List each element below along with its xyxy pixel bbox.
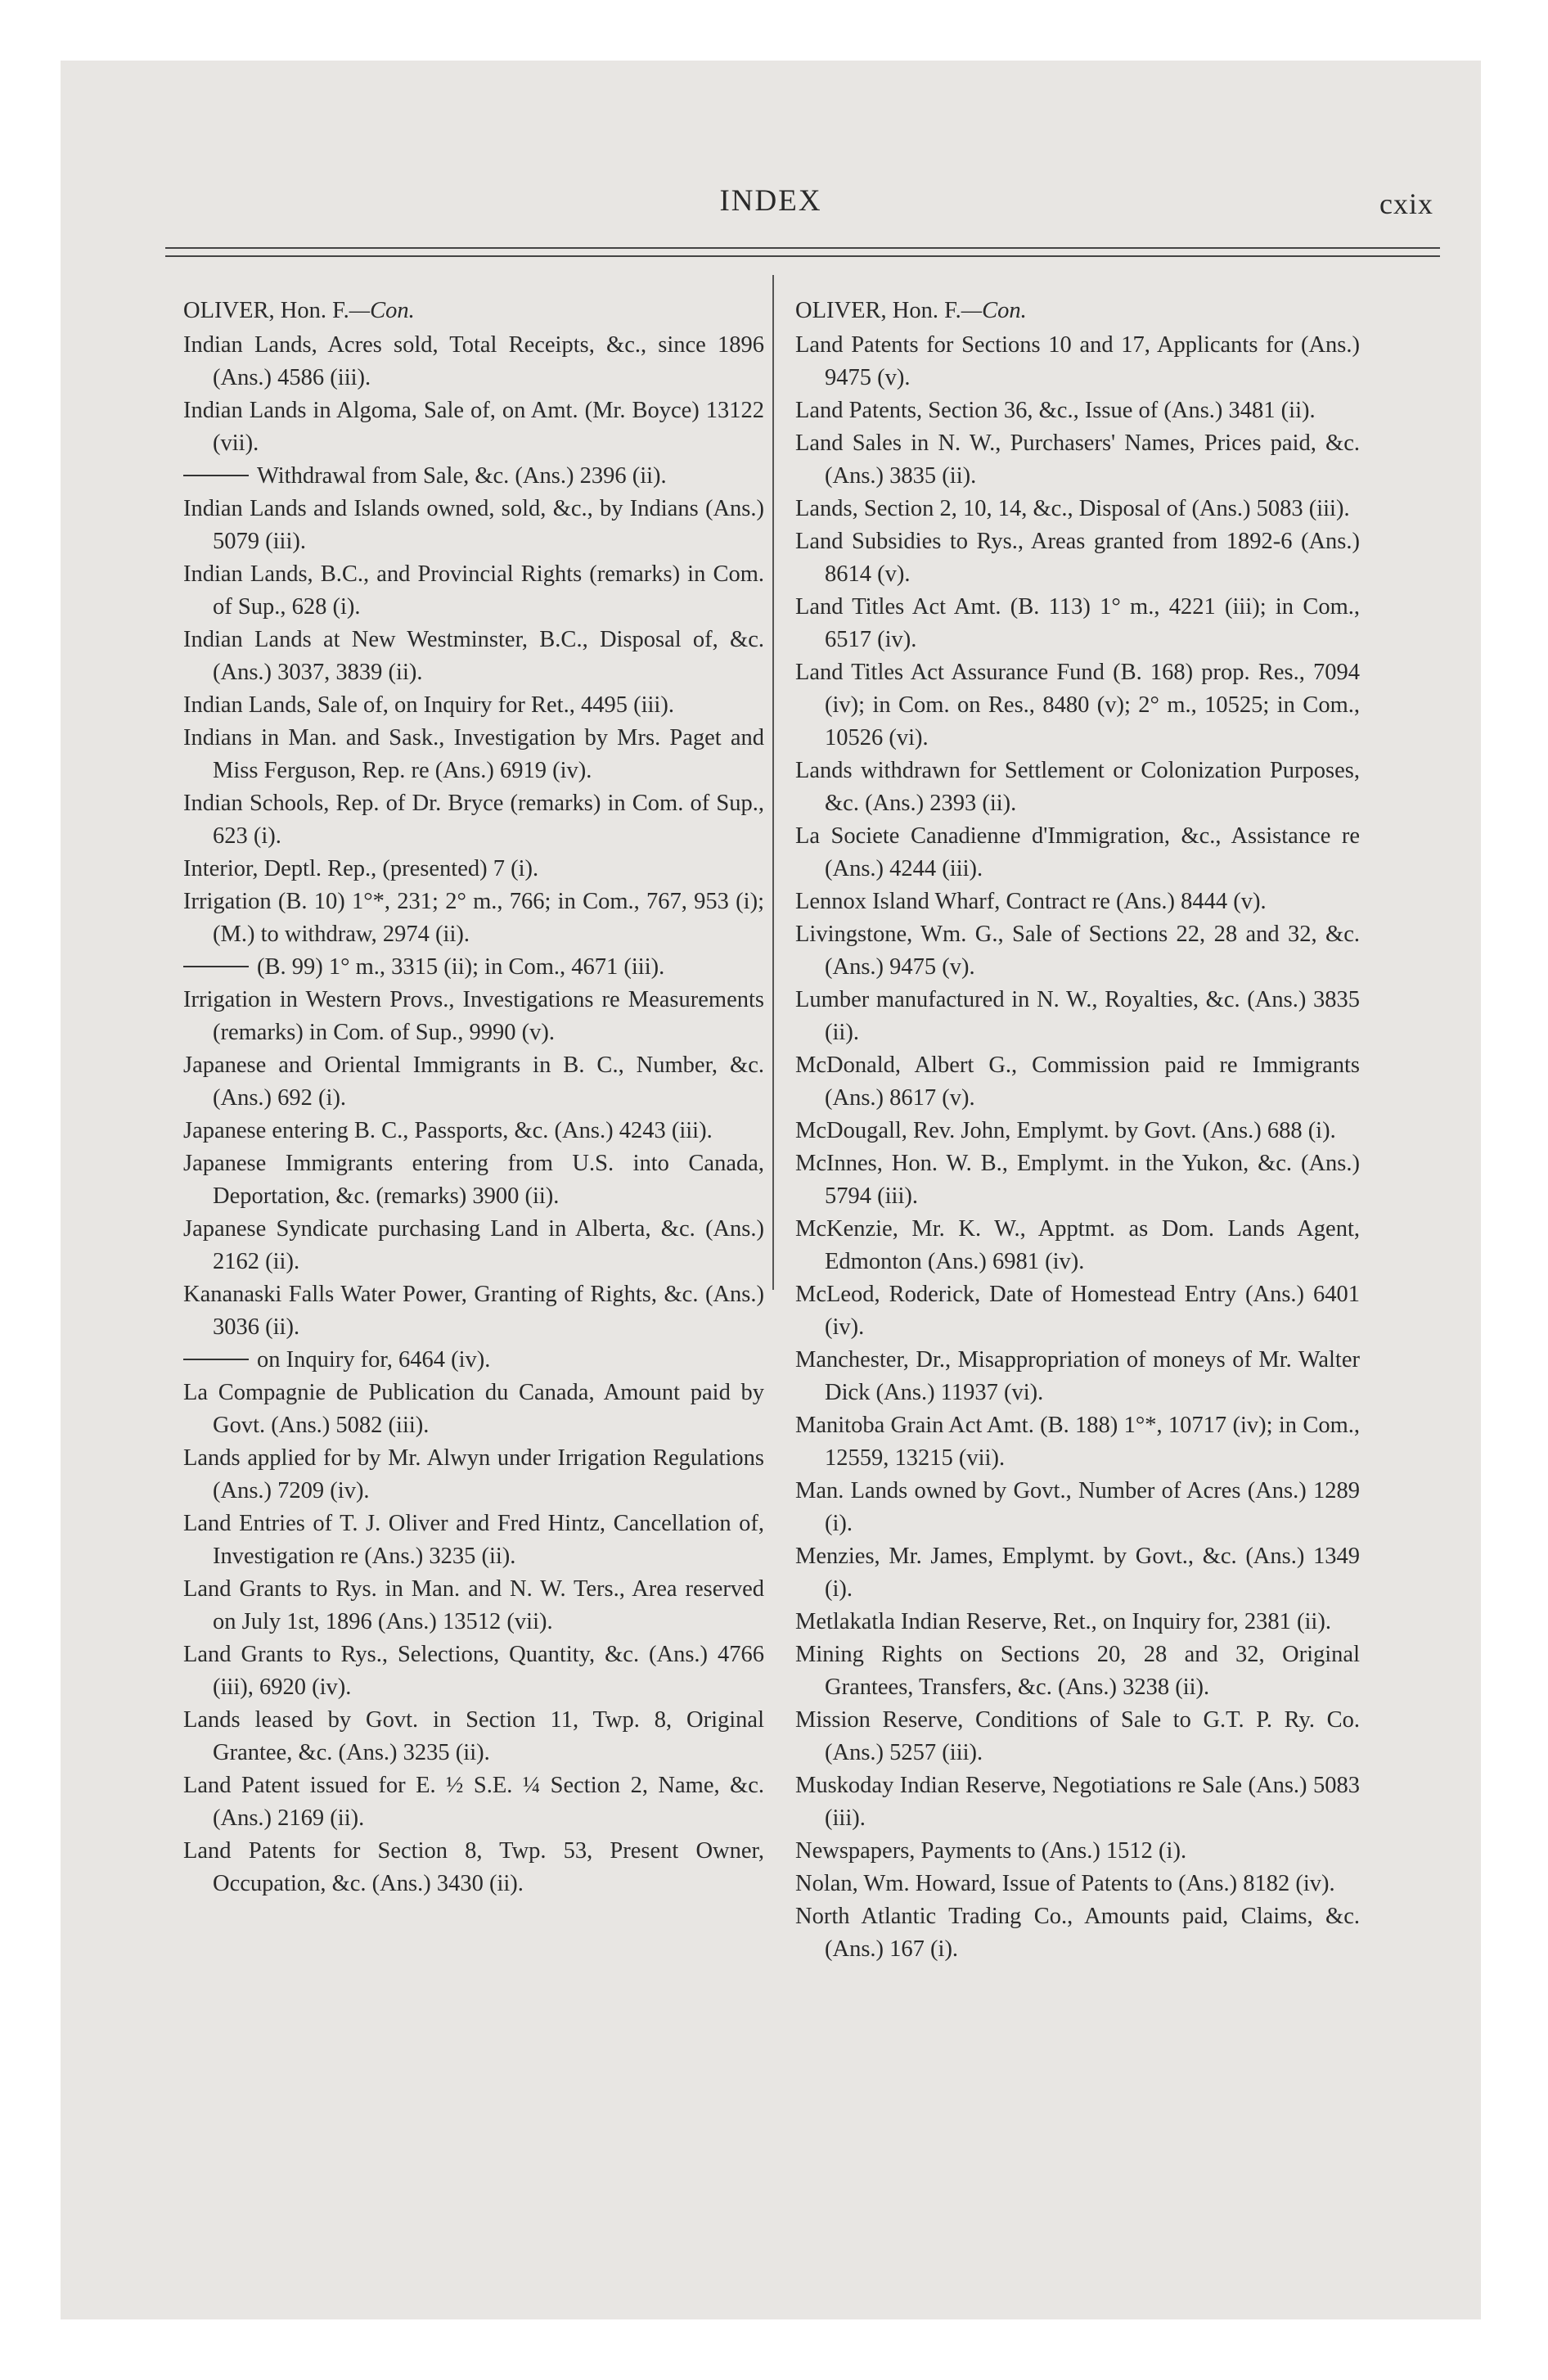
index-entry: Land Patents for Section 8, Twp. 53, Present Owner, Occupation, &c. (Ans.) 3430 (ii). bbox=[183, 1838, 764, 1896]
index-entry: Lennox Island Wharf, Contract re (Ans.) 8444 (v). bbox=[795, 889, 1267, 914]
index-entry: Interior, Deptl. Rep., (presented) 7 (i). bbox=[183, 856, 539, 881]
heading-name: OLIVER, Hon. F. bbox=[183, 298, 349, 323]
index-entry: Japanese Immigrants entering from U.S. into Canada, Deportation, &c. (remarks) 3900 (ii). bbox=[183, 1151, 764, 1209]
index-entry: Land Patents, Section 36, &c., Issue of (Ans.) 3481 (ii). bbox=[795, 398, 1316, 423]
index-entry: Japanese and Oriental Immigrants in B. C., Number, &c. (Ans.) 692 (i). bbox=[183, 1053, 764, 1111]
index-entry: McKenzie, Mr. K. W., Apptmt. as Dom. Lands Agent, Edmonton (Ans.) 6981 (iv). bbox=[795, 1216, 1360, 1274]
index-entry: North Atlantic Trading Co., Amounts paid, Claims, &c. (Ans.) 167 (i). bbox=[795, 1904, 1360, 1962]
header-rule-top bbox=[165, 247, 1440, 249]
running-head bbox=[61, 183, 1481, 232]
heading-continued: —Con. bbox=[961, 298, 1027, 323]
index-entry: Japanese Syndicate purchasing Land in Alberta, &c. (Ans.) 2162 (ii). bbox=[183, 1216, 764, 1274]
index-entry: Mining Rights on Sections 20, 28 and 32, Original Grantees, Transfers, &c. (Ans.) 3238 (ii). bbox=[795, 1642, 1360, 1700]
index-entry: Mission Reserve, Conditions of Sale to G.T. P. Ry. Co. (Ans.) 5257 (iii). bbox=[795, 1707, 1360, 1765]
page-title: INDEX bbox=[719, 184, 822, 218]
index-entry: Indian Lands and Islands owned, sold, &c., by Indians (Ans.) 5079 (iii). bbox=[183, 496, 764, 554]
heading-name: OLIVER, Hon. F. bbox=[795, 298, 961, 323]
right-column bbox=[795, 295, 1360, 1966]
index-entry: Indian Lands, Acres sold, Total Receipts, &c., since 1896 (Ans.) 4586 (iii). bbox=[183, 332, 764, 390]
index-entry: Lands withdrawn for Settlement or Colonization Purposes, &c. (Ans.) 2393 (ii). bbox=[795, 758, 1360, 816]
index-entry: Indians in Man. and Sask., Investigation by Mrs. Paget and Miss Ferguson, Rep. re (Ans.) 6919 (iv). bbox=[183, 725, 764, 783]
index-entry: Nolan, Wm. Howard, Issue of Patents to (Ans.) 8182 (iv). bbox=[795, 1871, 1335, 1896]
index-entry: Manitoba Grain Act Amt. (B. 188) 1°*, 10717 (iv); in Com., 12559, 13215 (vii). bbox=[795, 1413, 1360, 1471]
index-entry: Lands applied for by Mr. Alwyn under Irrigation Regulations (Ans.) 7209 (iv). bbox=[183, 1445, 764, 1503]
index-entry: Lumber manufactured in N. W., Royalties, &c. (Ans.) 3835 (ii). bbox=[795, 987, 1360, 1045]
index-entry: Land Subsidies to Rys., Areas granted from 1892-6 (Ans.) 8614 (v). bbox=[795, 529, 1360, 587]
index-entry: Indian Schools, Rep. of Dr. Bryce (remarks) in Com. of Sup., 623 (i). bbox=[183, 791, 764, 849]
index-entry: Land Grants to Rys. in Man. and N. W. Ters., Area reserved on July 1st, 1896 (Ans.) 13512 (vii). bbox=[183, 1576, 764, 1634]
index-subentry: (B. 99) 1° m., 3315 (ii); in Com., 4671 (iii). bbox=[183, 951, 764, 984]
index-subentry: on Inquiry for, 6464 (iv). bbox=[183, 1344, 764, 1377]
page-number: cxix bbox=[1379, 187, 1433, 220]
index-entry: Indian Lands at New Westminster, B.C., Disposal of, &c. (Ans.) 3037, 3839 (ii). bbox=[183, 627, 764, 685]
left-column bbox=[183, 295, 764, 1900]
ditto-dash bbox=[183, 966, 249, 967]
header-rule-bottom bbox=[165, 255, 1440, 257]
index-entry: McLeod, Roderick, Date of Homestead Entry (Ans.) 6401 (iv). bbox=[795, 1282, 1360, 1340]
scanned-page bbox=[61, 61, 1481, 2319]
index-entry: Newspapers, Payments to (Ans.) 1512 (i). bbox=[795, 1838, 1187, 1864]
index-entry: Lands leased by Govt. in Section 11, Twp. 8, Original Grantee, &c. (Ans.) 3235 (ii). bbox=[183, 1707, 764, 1765]
index-entry: Menzies, Mr. James, Emplymt. by Govt., &c. (Ans.) 1349 (i). bbox=[795, 1544, 1360, 1602]
index-entry: McDonald, Albert G., Commission paid re Immigrants (Ans.) 8617 (v). bbox=[795, 1053, 1360, 1111]
index-entry: Indian Lands in Algoma, Sale of, on Amt. (Mr. Boyce) 13122 (vii). bbox=[183, 398, 764, 456]
index-entry: La Compagnie de Publication du Canada, Amount paid by Govt. (Ans.) 5082 (iii). bbox=[183, 1380, 764, 1438]
index-entry: Man. Lands owned by Govt., Number of Acres (Ans.) 1289 (i). bbox=[795, 1478, 1360, 1536]
column-divider bbox=[772, 275, 774, 1290]
index-entry: Land Patent issued for E. ½ S.E. ¼ Section 2, Name, &c. (Ans.) 2169 (ii). bbox=[183, 1773, 764, 1831]
heading-continued: —Con. bbox=[349, 298, 415, 323]
index-entry: Land Entries of T. J. Oliver and Fred Hintz, Cancellation of, Investigation re (Ans.) 3235 (ii). bbox=[183, 1511, 764, 1569]
index-entry: Livingstone, Wm. G., Sale of Sections 22, 28 and 32, &c. (Ans.) 9475 (v). bbox=[795, 922, 1360, 980]
index-entry: Indian Lands, B.C., and Provincial Rights (remarks) in Com. of Sup., 628 (i). bbox=[183, 561, 764, 620]
index-entry: Metlakatla Indian Reserve, Ret., on Inquiry for, 2381 (ii). bbox=[795, 1609, 1331, 1634]
index-entry: Land Titles Act Amt. (B. 113) 1° m., 4221 (iii); in Com., 6517 (iv). bbox=[795, 594, 1360, 652]
index-entry: Japanese entering B. C., Passports, &c. (Ans.) 4243 (iii). bbox=[183, 1118, 713, 1143]
index-entry: McDougall, Rev. John, Emplymt. by Govt. (Ans.) 688 (i). bbox=[795, 1118, 1336, 1143]
ditto-dash bbox=[183, 1359, 249, 1360]
ditto-dash bbox=[183, 475, 249, 476]
left-column-heading bbox=[183, 295, 764, 327]
right-column-heading bbox=[795, 295, 1360, 327]
index-entry: Land Sales in N. W., Purchasers' Names, Prices paid, &c. (Ans.) 3835 (ii). bbox=[795, 430, 1360, 489]
index-entry: Irrigation (B. 10) 1°*, 231; 2° m., 766; in Com., 767, 953 (i); (M.) to withdraw, 2974 (ii). bbox=[183, 889, 764, 947]
index-entry: Indian Lands, Sale of, on Inquiry for Ret., 4495 (iii). bbox=[183, 692, 674, 718]
index-entry: Lands, Section 2, 10, 14, &c., Disposal of (Ans.) 5083 (iii). bbox=[795, 496, 1350, 521]
index-entry: Kananaski Falls Water Power, Granting of Rights, &c. (Ans.) 3036 (ii). bbox=[183, 1282, 764, 1340]
index-entry: Land Patents for Sections 10 and 17, Applicants for (Ans.) 9475 (v). bbox=[795, 332, 1360, 390]
index-entry: Land Grants to Rys., Selections, Quantity, &c. (Ans.) 4766 (iii), 6920 (iv). bbox=[183, 1642, 764, 1700]
index-entry: La Societe Canadienne d'Immigration, &c., Assistance re (Ans.) 4244 (iii). bbox=[795, 823, 1360, 881]
index-entry: Land Titles Act Assurance Fund (B. 168) prop. Res., 7094 (iv); in Com. on Res., 8480 (v); 2° m., 10525; in Com., 10526 (vi). bbox=[795, 660, 1360, 751]
index-subentry: Withdrawal from Sale, &c. (Ans.) 2396 (ii). bbox=[183, 460, 764, 493]
index-entry: Irrigation in Western Provs., Investigations re Measurements (remarks) in Com. of Sup., 9990 (v). bbox=[183, 987, 764, 1045]
index-entry: McInnes, Hon. W. B., Emplymt. in the Yukon, &c. (Ans.) 5794 (iii). bbox=[795, 1151, 1360, 1209]
index-entry: Manchester, Dr., Misappropriation of moneys of Mr. Walter Dick (Ans.) 11937 (vi). bbox=[795, 1347, 1360, 1405]
index-entry: Muskoday Indian Reserve, Negotiations re Sale (Ans.) 5083 (iii). bbox=[795, 1773, 1360, 1831]
